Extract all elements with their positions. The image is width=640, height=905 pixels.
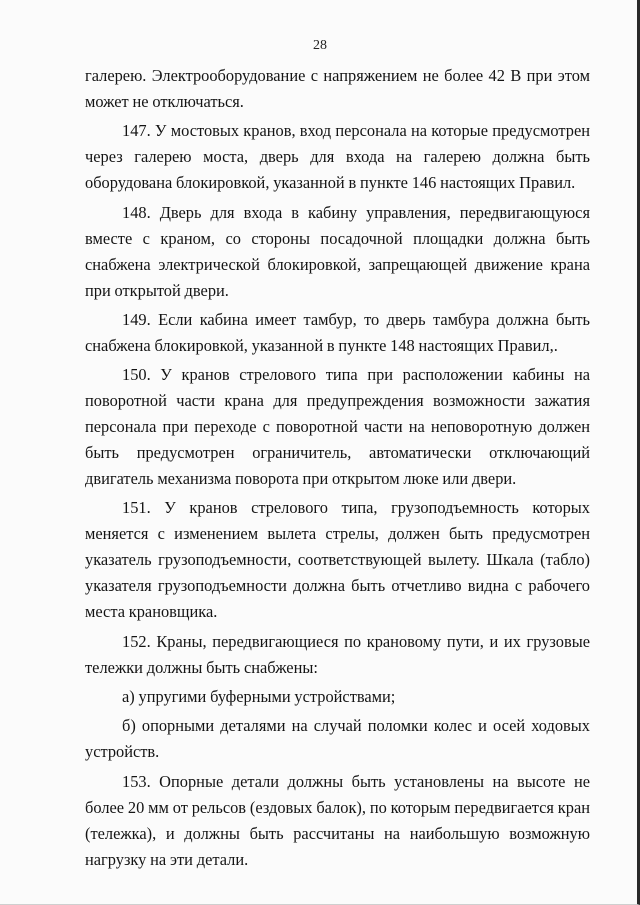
- paragraph-151: 151. У кранов стрелового типа, грузоподъемность которых меняется с изменением вылета стрелы, должен быть предусмотрен указатель грузоподъемности, соответствующей вылету. Шкала (табло) указателя грузоподъемности должна быть отчетливо видна с рабочего места крановщика.: [85, 498, 590, 622]
- document-body: [85, 63, 590, 876]
- paragraph-147: 147. У мостовых кранов, вход персонала на которые предусмотрен через галерею моста, дверь для входа на галерею должна быть оборудована блокировкой, указанной в пункте 146 настоящих Правил.: [85, 121, 590, 193]
- page-number: 28: [313, 38, 327, 53]
- paragraph-153: 153. Опорные детали должны быть установлены на высоте не более 20 мм от рельсов (ездовых балок), по которым передвигается кран (тележка), и должны быть рассчитаны на наибольшую возможную нагрузку на эти детали.: [85, 771, 590, 869]
- list-item-a: а) упругими буферными устройствами;: [122, 687, 396, 707]
- paragraph-148: 148. Дверь для входа в кабину управления, передвигающуюся вместе с краном, со стороны посадочной площадки должна быть снабжена электрической блокировкой, запрещающей движение крана при открытой двери.: [85, 202, 590, 300]
- paragraph-150: 150. У кранов стрелового типа при расположении кабины на поворотной части крана для предупреждения возможности зажатия персонала при переходе с поворотной части на неповоротную должен быть предусмотрен ограничитель, автоматически отключающий двигатель механизма поворота при открытом люке или двери.: [85, 365, 590, 489]
- paragraph-149: 149. Если кабина имеет тамбур, то дверь тамбура должна быть снабжена блокировкой, указанной в пункте 148 настоящих Правил,.: [85, 309, 590, 355]
- list-item-b: б) опорными деталями на случай поломки колес и осей ходовых устройств.: [85, 716, 590, 762]
- paragraph-continuation: галерею. Электрооборудование с напряжением не более 42 В при этом может не отключаться.: [85, 66, 590, 111]
- paragraph-152: 152. Краны, передвигающиеся по крановому пути, и их грузовые тележки должны быть снабжены:: [85, 631, 590, 677]
